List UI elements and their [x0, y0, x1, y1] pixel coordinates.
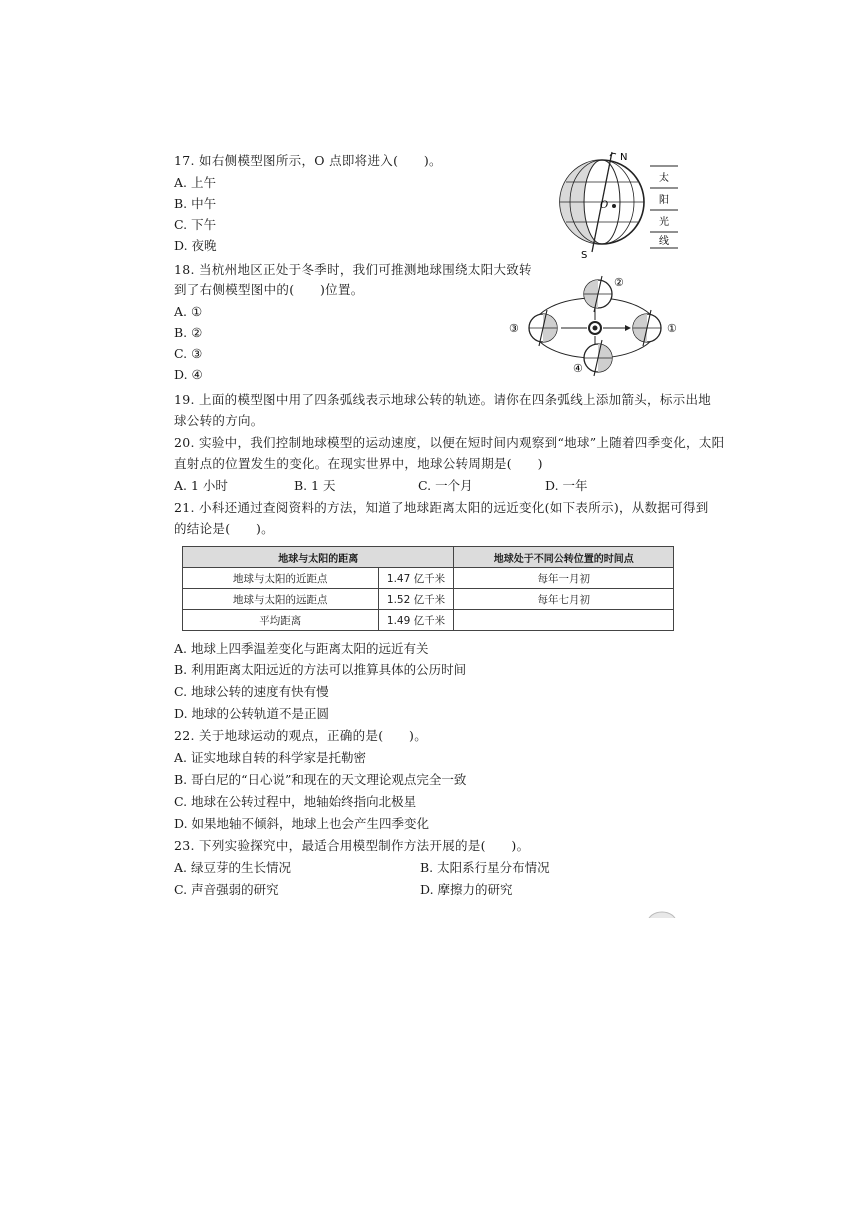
- q20-option-b: B. 1 天: [294, 478, 336, 493]
- question-18-stem-line2: 到了右侧模型图中的( )位置。: [174, 282, 364, 297]
- orbit-label-3: ③: [509, 322, 519, 335]
- q17-option-c: C. 下午: [174, 217, 217, 232]
- table-cell: 平均距离: [183, 610, 379, 631]
- question-19-line2: 球公转的方向。: [174, 413, 264, 428]
- q22-option-a: A. 证实地球自转的科学家是托勒密: [174, 750, 366, 765]
- point-o-label: O: [600, 200, 609, 211]
- q17-globe-figure: [552, 150, 682, 260]
- south-pole-label: S: [581, 250, 588, 260]
- question-20-line2: 直射点的位置发生的变化。在现实世界中，地球公转周期是( ): [174, 456, 543, 471]
- sunlight-label-char-4: 线: [659, 236, 669, 247]
- table-cell: 每年一月初: [454, 568, 674, 589]
- earth-position-4-icon: [584, 340, 612, 376]
- table-header-distance: 地球与太阳的距离: [183, 547, 454, 568]
- q17-option-d: D. 夜晚: [174, 238, 217, 253]
- q23-option-d: D. 摩擦力的研究: [420, 882, 513, 897]
- question-20-line1: 20. 实验中，我们控制地球模型的运动速度，以便在短时间内观察到“地球”上随着四季变化，太阳: [174, 435, 725, 450]
- q20-option-a: A. 1 小时: [174, 478, 228, 493]
- q18-option-d: D. ④: [174, 367, 203, 382]
- sunlight-label-char-2: 阳: [659, 195, 669, 206]
- sun-icon: [589, 322, 601, 334]
- table-row: [183, 589, 674, 610]
- q23-option-a: A. 绿豆芽的生长情况: [174, 860, 291, 875]
- question-21-line1: 21. 小科还通过查阅资料的方法，知道了地球距离太阳的远近变化(如下表所示)，从数据可得到: [174, 500, 709, 515]
- q21-option-c: C. 地球公转的速度有快有慢: [174, 684, 329, 699]
- page-corner-mark: [647, 906, 677, 918]
- q22-option-c: C. 地球在公转过程中，地轴始终指向北极星: [174, 794, 417, 809]
- question-19-line1: 19. 上面的模型图中用了四条弧线表示地球公转的轨迹。请你在四条弧线上添加箭头，标示出地: [174, 392, 712, 407]
- table-cell: 1.49 亿千米: [378, 610, 454, 631]
- q20-option-d: D. 一年: [545, 478, 588, 493]
- question-21-line2: 的结论是( )。: [174, 521, 274, 536]
- question-22-stem: 22. 关于地球运动的观点，正确的是( )。: [174, 728, 428, 743]
- table-cell: 1.47 亿千米: [378, 568, 454, 589]
- earth-position-3-icon: [529, 310, 557, 346]
- question-18-stem-line1: 18. 当杭州地区正处于冬季时，我们可推测地球围绕太阳大致转: [174, 262, 532, 277]
- table-cell: 地球与太阳的远距点: [183, 589, 379, 610]
- q18-orbit-figure: [505, 268, 685, 388]
- earth-sun-distance-table: [182, 546, 674, 631]
- q22-option-d: D. 如果地轴不倾斜，地球上也会产生四季变化: [174, 816, 430, 831]
- q17-option-a: A. 上午: [174, 175, 216, 190]
- table-row: [183, 610, 674, 631]
- table-cell: 1.52 亿千米: [378, 589, 454, 610]
- orbit-label-1: ①: [667, 322, 677, 335]
- north-pole-label: N: [620, 152, 628, 163]
- question-23-stem: 23. 下列实验探究中，最适合用模型制作方法开展的是( )。: [174, 838, 530, 853]
- table-row: [183, 568, 674, 589]
- q22-option-b: B. 哥白尼的“日心说”和现在的天文理论观点完全一致: [174, 772, 467, 787]
- earth-position-1-icon: [633, 310, 661, 346]
- q21-option-b: B. 利用距离太阳远近的方法可以推算具体的公历时间: [174, 662, 467, 677]
- q20-option-c: C. 一个月: [418, 478, 473, 493]
- q23-option-c: C. 声音强弱的研究: [174, 882, 279, 897]
- table-cell: [454, 610, 674, 631]
- table-cell: 每年七月初: [454, 589, 674, 610]
- sunlight-label-char-1: 太: [659, 173, 669, 184]
- earth-position-2-icon: [584, 276, 612, 312]
- q18-option-b: B. ②: [174, 325, 203, 340]
- q18-option-c: C. ③: [174, 346, 203, 361]
- q21-option-d: D. 地球的公转轨道不是正圆: [174, 706, 330, 721]
- sunlight-label-char-3: 光: [659, 217, 669, 228]
- question-17-stem: 17. 如右侧模型图所示，O 点即将进入( )。: [174, 153, 442, 168]
- q21-option-a: A. 地球上四季温差变化与距离太阳的远近有关: [174, 641, 429, 656]
- orbit-label-4: ④: [573, 362, 583, 375]
- table-cell: 地球与太阳的近距点: [183, 568, 379, 589]
- q23-option-b: B. 太阳系行星分布情况: [420, 860, 550, 875]
- orbit-label-2: ②: [614, 276, 624, 289]
- table-header-row: [183, 547, 674, 568]
- q18-option-a: A. ①: [174, 304, 203, 319]
- q17-option-b: B. 中午: [174, 196, 217, 211]
- table-header-time-point: 地球处于不同公转位置的时间点: [454, 547, 674, 568]
